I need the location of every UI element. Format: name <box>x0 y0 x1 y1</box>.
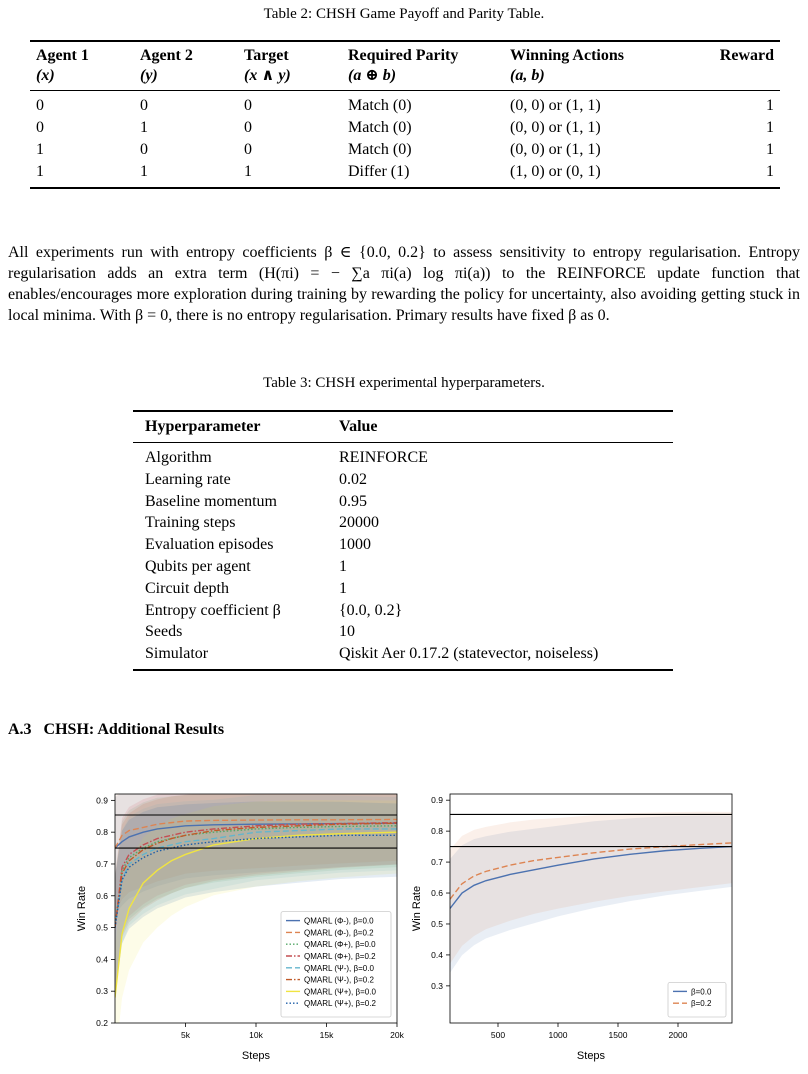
table-cell: 1 <box>766 97 774 114</box>
x-tick-label: 15k <box>319 1030 334 1040</box>
hyperparameter-value: 1 <box>339 557 347 575</box>
y-axis-label: Win Rate <box>411 885 423 932</box>
x-tick-label: 20k <box>390 1030 404 1040</box>
hyperparameter-value: 0.95 <box>339 492 367 510</box>
table-cell: 1 <box>140 163 148 180</box>
legend <box>668 982 726 1017</box>
y-tick-label: 0.9 <box>431 795 443 806</box>
plot-area <box>450 812 732 973</box>
table-cell: 1 <box>140 119 148 136</box>
x-tick-label: 5k <box>181 1030 190 1040</box>
table-cell: 0 <box>140 141 148 158</box>
table-row <box>133 491 673 513</box>
table-cell: 0 <box>244 119 252 136</box>
table-row <box>133 556 673 578</box>
x-tick-label: 10k <box>249 1030 263 1040</box>
header-reward: Reward <box>719 47 774 64</box>
hyperparameter-name: Training steps <box>145 514 236 532</box>
hyperparameter-value: 10 <box>339 623 355 641</box>
table-cell: 0 <box>140 97 148 114</box>
hyperparameter-name: Qubits per agent <box>145 557 251 575</box>
table-cell: 0 <box>244 141 252 158</box>
table-cell: Match (0) <box>348 119 412 136</box>
table-cell: (1, 0) or (0, 1) <box>510 163 601 180</box>
table-cell: Differ (1) <box>348 163 410 180</box>
legend-label: QMARL (Φ-), β=0.2 <box>304 928 374 938</box>
x-tick-label: 1000 <box>548 1030 568 1040</box>
y-tick-label: 0.4 <box>431 949 443 960</box>
table-cell: Match (0) <box>348 97 412 114</box>
table-row <box>133 512 673 534</box>
table-row <box>30 91 780 118</box>
table-row <box>133 469 673 491</box>
header-agent1: Agent 1 (x) <box>36 47 89 84</box>
x-tick-label: 500 <box>490 1030 506 1040</box>
table-cell: 0 <box>244 97 252 114</box>
header-hyperparameter: Hyperparameter <box>145 418 261 435</box>
table2-caption: Table 2: CHSH Game Payoff and Parity Table. <box>263 6 545 22</box>
header-value: Value <box>339 418 378 435</box>
table-cell: 1 <box>766 163 774 180</box>
hyperparameter-name: Algorithm <box>145 449 212 466</box>
y-tick-label: 0.6 <box>431 888 443 899</box>
y-tick-label: 0.3 <box>96 986 108 997</box>
header-parity: Required Parity (a ⊕ b) <box>348 47 459 84</box>
legend-label: QMARL (Φ+), β=0.2 <box>304 952 376 961</box>
y-tick-label: 0.4 <box>96 954 108 965</box>
legend-label: QMARL (Ψ-), β=0.2 <box>304 975 374 985</box>
hyperparameter-name: Circuit depth <box>145 579 229 597</box>
table-cell: Match (0) <box>348 141 412 158</box>
legend-label: QMARL (Ψ+), β=0.0 <box>304 987 376 997</box>
legend-label: QMARL (Φ+), β=0.0 <box>304 940 376 950</box>
table-row <box>133 600 673 622</box>
y-tick-label: 0.7 <box>96 858 108 869</box>
legend-label: QMARL (Ψ+), β=0.2 <box>304 999 376 1009</box>
entropy-paragraph: All experiments run with entropy coefficients β ∈ {0.0, 0.2} to assess sensitivity to entropy regularisation. Entropy regularisation adds an extra term (H(πi) = − ∑a πi(a) log πi(a)) to the REINFORCE update function that enables/encourages more exploration during training by rewarding the policy for uncertainty, also avoiding getting stuck in local minima. With β = 0, there is no entropy regularisation. Primary results have fixed β as 0. <box>8 244 800 324</box>
header-agent2: Agent 2 (y) <box>140 47 193 84</box>
y-tick-label: 0.6 <box>96 890 108 901</box>
hyperparameter-name: Simulator <box>145 645 209 663</box>
y-tick-label: 0.3 <box>431 980 443 991</box>
hyperparameter-value: 0.02 <box>339 470 367 488</box>
table-cell: 1 <box>766 119 774 136</box>
x-axis-label: Steps <box>576 1050 606 1062</box>
hyperparameter-value: 1000 <box>339 536 371 554</box>
table-row <box>30 139 780 161</box>
y-tick-label: 0.8 <box>96 827 108 838</box>
y-tick-label: 0.5 <box>431 918 443 929</box>
legend-label: β=0.2 <box>691 999 712 1009</box>
y-tick-label: 0.5 <box>96 922 108 933</box>
table-cell: 1 <box>36 141 44 158</box>
hyperparameter-name: Learning rate <box>145 470 231 488</box>
payoff-table <box>30 40 780 189</box>
table-row <box>30 117 780 139</box>
hyperparameter-name: Seeds <box>145 623 183 641</box>
hyperparameter-table <box>133 410 673 671</box>
win-rate-chart-beta <box>404 780 808 1074</box>
x-axis-label: Steps <box>241 1050 271 1062</box>
legend-label: QMARL (Φ-), β=0.0 <box>304 916 374 926</box>
table-row <box>133 621 673 643</box>
section-heading: A.3 CHSH: Additional Results <box>8 721 225 738</box>
x-tick-label: 2000 <box>668 1030 688 1040</box>
hyperparameter-name: Baseline momentum <box>145 492 277 510</box>
legend-label: QMARL (Ψ-), β=0.0 <box>304 963 374 973</box>
table-row <box>133 578 673 600</box>
table3-caption: Table 3: CHSH experimental hyperparameters. <box>263 375 545 391</box>
y-axis-label: Win Rate <box>76 885 88 932</box>
confidence-band <box>450 812 732 964</box>
hyperparameter-name: Entropy coefficient β <box>145 601 281 619</box>
table-cell: 0 <box>36 119 44 136</box>
table-cell: 1 <box>36 163 44 180</box>
hyperparameter-value: 20000 <box>339 514 379 532</box>
table-cell: 1 <box>244 163 252 180</box>
win-rate-chart-all-states <box>0 780 404 1074</box>
y-tick-label: 0.7 <box>431 857 443 868</box>
table-row <box>133 643 673 670</box>
table-cell: (0, 0) or (1, 1) <box>510 141 601 158</box>
legend <box>281 912 391 1017</box>
table-cell: (0, 0) or (1, 1) <box>510 97 601 114</box>
y-tick-label: 0.9 <box>96 795 108 806</box>
y-tick-label: 0.8 <box>431 826 443 837</box>
hyperparameter-value: Qiskit Aer 0.17.2 (statevector, noiseless) <box>339 645 599 663</box>
y-tick-label: 0.2 <box>96 1018 108 1028</box>
hyperparameter-name: Evaluation episodes <box>145 536 274 554</box>
table-cell: 1 <box>766 141 774 158</box>
legend-label: β=0.0 <box>691 987 712 997</box>
table-row <box>133 534 673 556</box>
table-row <box>133 443 673 469</box>
table-cell: 0 <box>36 97 44 114</box>
hyperparameter-value: 1 <box>339 579 347 597</box>
header-target: Target (x ∧ y) <box>244 47 291 84</box>
table-cell: (0, 0) or (1, 1) <box>510 119 601 136</box>
hyperparameter-value: {0.0, 0.2} <box>339 601 403 619</box>
header-winning-actions: Winning Actions (a, b) <box>510 47 624 84</box>
x-tick-label: 1500 <box>608 1030 628 1040</box>
table-row <box>30 161 780 188</box>
hyperparameter-value: REINFORCE <box>339 449 428 466</box>
